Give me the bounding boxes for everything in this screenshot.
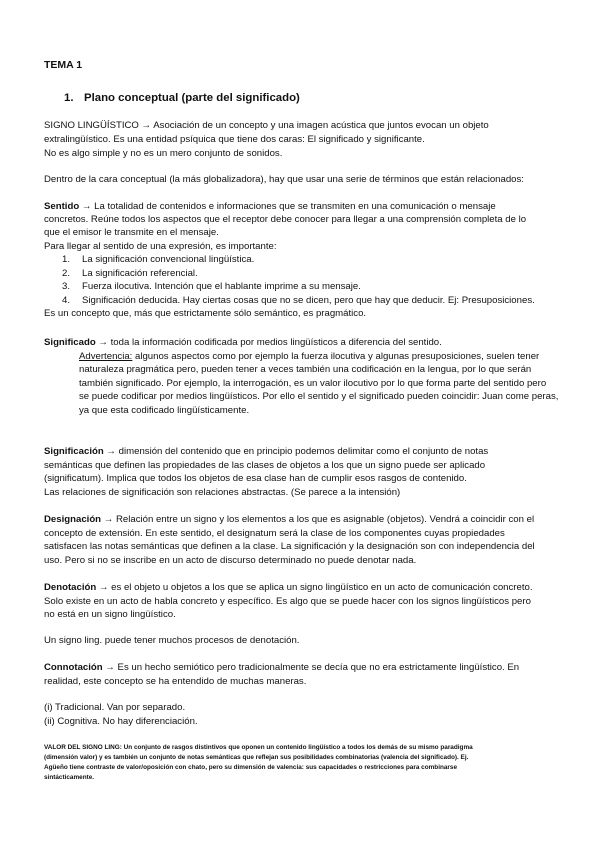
denotacion-definition [44, 582, 533, 594]
conceptual-paragraph: Dentro de la cara conceptual (la más globalizadora), hay que usar una serie de términos que están relacionados: [44, 174, 524, 185]
sentido-term: Sentido [44, 201, 80, 212]
list-text: La significación referencial. [82, 268, 198, 279]
advertencia-text: algunos aspectos como por ejemplo la fuerza ilocutiva y algunas presuposiciones, suelen tener [132, 351, 540, 362]
significacion-line: (significatum). Implica que todos los objetos de esa clase han de cumplir esos rasgos de contenido. [44, 473, 467, 484]
advertencia-line: ya que esta codificado lingüísticamente. [79, 405, 250, 416]
valor-line: sintácticamente. [44, 774, 95, 781]
list-text: La significación convencional lingüística. [82, 254, 255, 265]
list-number: 1. [62, 254, 71, 265]
list-number: 2. [62, 268, 71, 279]
list-item [62, 268, 198, 280]
denotacion-line: no está en un signo lingüístico. [44, 609, 176, 620]
list-item [62, 254, 254, 266]
connotacion-item: (ii) Cognitiva. No hay diferenciación. [44, 716, 198, 727]
connotacion-line: realidad, este concepto se ha entendido de muchas maneras. [44, 676, 307, 687]
connotacion-item: (i) Tradicional. Van por separado. [44, 702, 186, 713]
advertencia-label: Advertencia: [79, 351, 133, 362]
sentido-text: → La totalidad de contenidos e informaciones que se transmiten en una comunicación o mensaje [79, 201, 496, 212]
section-title: Plano conceptual (parte del significado) [84, 92, 300, 104]
significado-term: Significado [44, 337, 96, 348]
designacion-line: uso. Pero si no se inscribe en un acto de discurso determinado no puede denotar nada. [44, 555, 417, 566]
designacion-definition [44, 514, 534, 526]
advertencia-line: también significado. Por ejemplo, la interrogación, es un valor ilocutivo por lo que forma parte del sentido pero [79, 378, 547, 389]
connotacion-text: → Es un hecho semiótico pero tradicionalmente se decía que no era estrictamente lingüístico. En [102, 662, 520, 673]
page-title: TEMA 1 [44, 59, 83, 71]
advertencia-line [79, 351, 539, 363]
significado-text: → toda la información codificada por medios lingüísticos a diferencia del sentido. [95, 337, 442, 348]
list-item [62, 281, 361, 293]
valor-line: Agüeño tiene contraste de valor/oposición con chato, pero su dimensión de valencia: sus capacidades o restricciones para combinarse [44, 764, 458, 771]
significacion-text: → dimensión del contenido que en principio podemos delimitar como el conjunto de notas [103, 446, 489, 457]
list-text: Significación deducida. Hay ciertas cosas que no se dicen, pero que hay que deducir. Ej: Presuposiciones. [82, 295, 535, 306]
significacion-line: Las relaciones de significación son relaciones abstractas. (Se parece a la intensión) [44, 487, 401, 498]
designacion-term: Designación [44, 514, 102, 525]
sentido-definition [44, 201, 496, 213]
procesos-paragraph: Un signo ling. puede tener muchos procesos de denotación. [44, 635, 300, 646]
intro-line: No es algo simple y no es un mero conjunto de sonidos. [44, 148, 283, 159]
designacion-text: → Relación entre un signo y los elementos a los que es asignable (objetos). Vendrá a coincidir con el [101, 514, 535, 525]
sentido-line: Para llegar al sentido de una expresión, es importante: [44, 241, 277, 252]
valor-line: (dimensión valor) y es también un conjunto de notas semánticas que reflejan sus posibilidades combinatorias (valencia del significado). Ej. [44, 754, 469, 761]
list-text: Fuerza ilocutiva. Intención que el hablante imprime a su mensaje. [82, 281, 361, 292]
valor-line: VALOR DEL SIGNO LING: Un conjunto de rasgos distintivos que oponen un contenido lingüístico a todos los demás de su mismo paradigma [44, 744, 473, 751]
advertencia-line: naturaleza pragmática pero, pueden tener a veces también una codificación en la lengua, por lo que serán [79, 364, 532, 375]
advertencia-line: se puede codificar por medios lingüísticos. Por ello el sentido y el significado pueden coincidir: Juan come peras, [79, 391, 559, 402]
denotacion-line: Solo existe en un acto de habla concreto y específico. Es algo que se puede hacer con los signos lingüísticos pero [44, 596, 531, 607]
denotacion-text: → es el objeto u objetos a los que se aplica un signo lingüístico en un acto de comunicación concreto. [96, 582, 533, 593]
section-heading [64, 92, 300, 104]
connotacion-definition [44, 662, 519, 674]
sentido-line: concretos. Reúne todos los aspectos que el receptor debe conocer para llegar a una comprensión completa de lo [44, 214, 527, 225]
intro-line: extralingüístico. Es una entidad psíquica que tiene dos caras: El significado y significante. [44, 134, 425, 145]
list-number: 3. [62, 281, 71, 292]
denotacion-term: Denotación [44, 582, 97, 593]
designacion-line: satisfacen las notas semánticas que definen a la clase. La significación y la designación son con independencia del [44, 541, 535, 552]
significacion-definition [44, 446, 488, 458]
sentido-line: que el emisor le transmite en el mensaje. [44, 227, 219, 238]
intro-line: SIGNO LINGÜÍSTICO → Asociación de un concepto y una imagen acústica que juntos evocan un objeto [44, 120, 489, 131]
significado-definition [44, 337, 442, 349]
section-number: 1. [64, 92, 74, 104]
designacion-line: concepto de extensión. En este sentido, el designatum será la clase de los componentes cuyas propiedades [44, 528, 505, 539]
connotacion-term: Connotación [44, 662, 103, 673]
list-number: 4. [62, 295, 71, 306]
significacion-line: semánticas que definen las propiedades de las clases de objetos a los que un signo puede ser aplicado [44, 460, 486, 471]
sentido-closing: Es un concepto que, más que estrictamente sólo semántico, es pragmático. [44, 308, 367, 319]
significacion-term: Significación [44, 446, 104, 457]
list-item [62, 295, 535, 307]
